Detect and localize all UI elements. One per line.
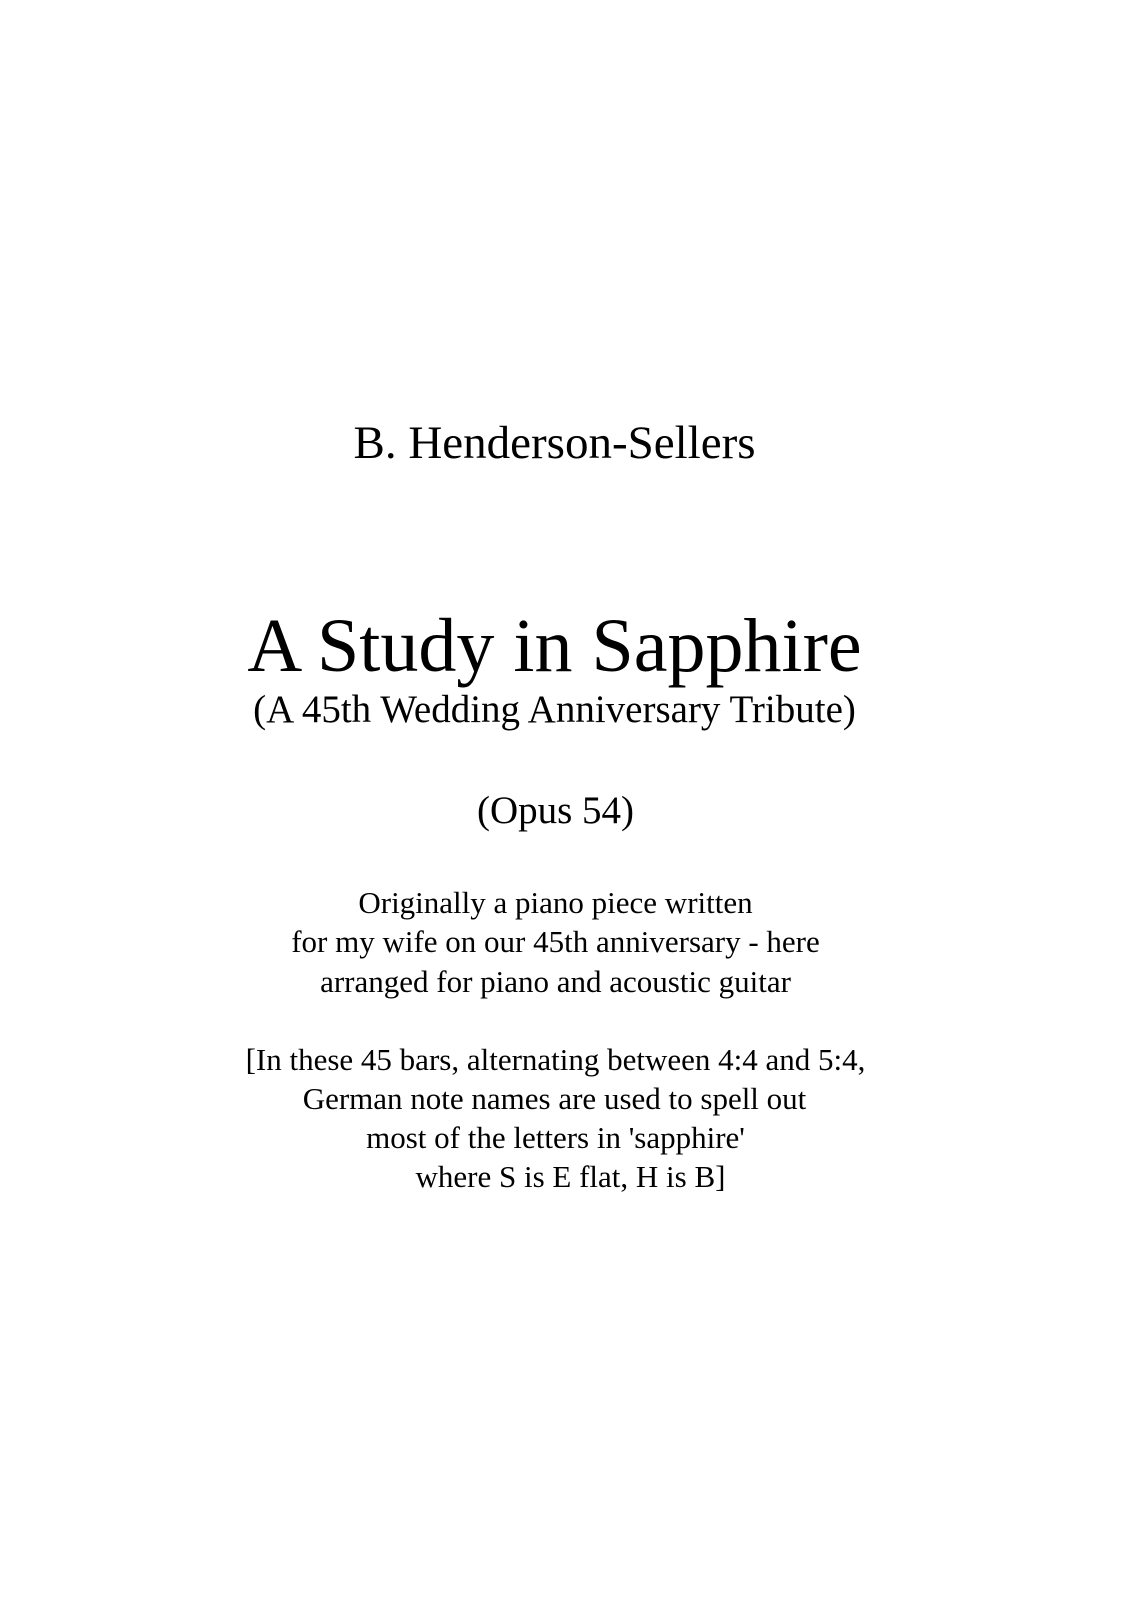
piece-subtitle: (A 45th Wedding Anniversary Tribute) (253, 688, 856, 731)
description-line: arranged for piano and acoustic guitar (320, 964, 791, 999)
note-line: German note names are used to spell out (302, 1081, 807, 1116)
composer-name: B. Henderson-Sellers (353, 417, 756, 469)
piece-title: A Study in Sapphire (247, 604, 862, 688)
note-line: where S is E flat, H is B] (415, 1159, 726, 1194)
note-line: [In these 45 bars, alternating between 4:4 and 5:4, (245, 1042, 866, 1077)
description-line: Originally a piano piece written (358, 885, 753, 920)
note-line: most of the letters in 'sapphire' (366, 1120, 745, 1155)
description-line: for my wife on our 45th anniversary - here (291, 924, 820, 959)
opus-number: (Opus 54) (476, 789, 635, 832)
